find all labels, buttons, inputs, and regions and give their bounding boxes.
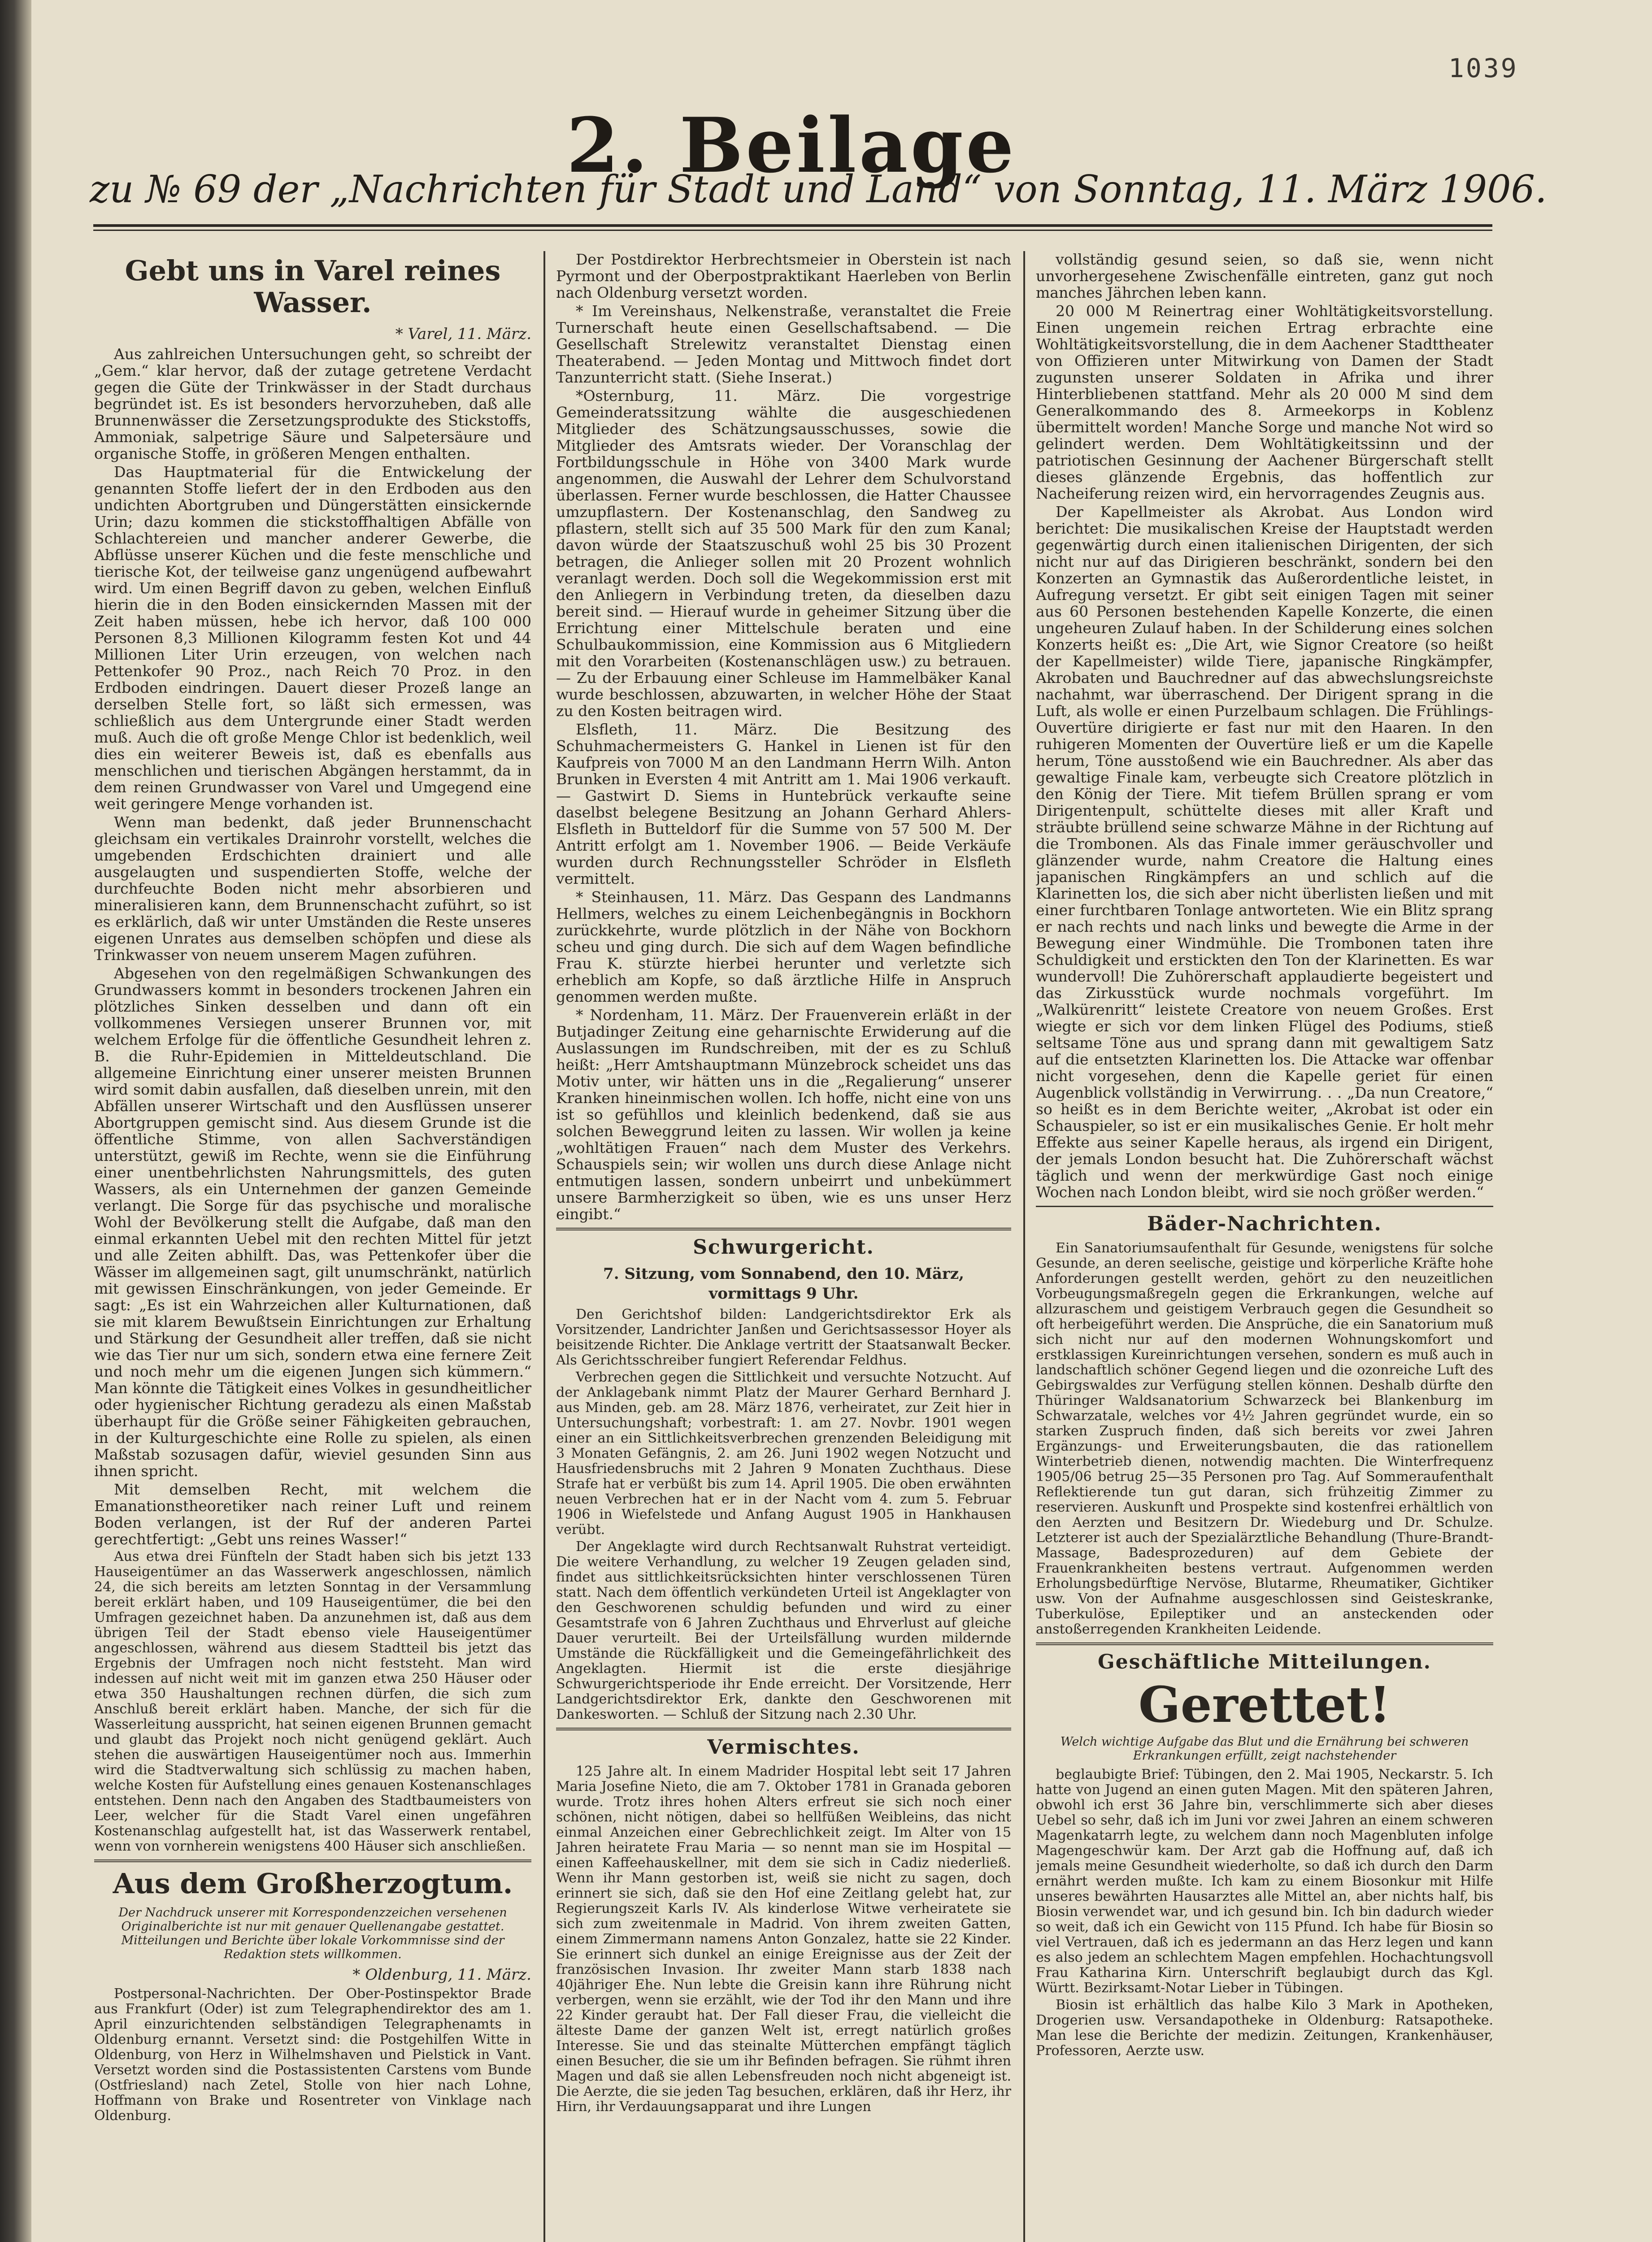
article-paragraph: Mit demselben Recht, mit welchem die Emanationstheoretiker nach reiner Luft und reinem Boden verlangen, ist der Ruf der anderen Partei gerechtfertigt: „Gebt uns reines Wasser!“	[94, 1480, 531, 1548]
article-paragraph: Der Kapellmeister als Akrobat. Aus London wird berichtet: Die musikalischen Kreise der Hauptstadt werden gegenwärtig durch einen italienischen Dirigenten, der sich nicht nur auf das Dirigieren beschränkt, sondern bei den Konzerten an Gymnastik das Außerordentliche leistet, in Aufregung versetzt. Er gibt seit einigen Tagen mit seiner aus 60 Personen bestehenden Kapelle Konzerte, die einen ungeheuren Zulauf haben. In der Schilderung eines solchen Konzerts heißt es: „Die Art, wie Signor Creatore (so heißt der Kapellmeister) wilde Tiere, japanische Ringkämpfer, Akrobaten und Bauchredner auf das abwechslungsreichste nachahmt, war überraschend. Der Dirigent sprang in die Luft, als wolle er einen Purzelbaum schlagen. Die Frühlings-Ouvertüre dirigierte er fast nur mit den Haaren. In den ruhigeren Momenten der Ouvertüre ließ er um die Kapelle herum, Töne ausstoßend wie ein Bauchredner. Als aber das gewaltige Finale kam, verbeugte sich Creatore plötzlich in den König der Tiere. Mit tiefem Brüllen sprang er vom Dirigentenpult, schüttelte dieses mit aller Kraft und sträubte brüllend seine schwarze Mähne in der Richtung auf die Trombonen. Als das Finale immer geräuschvoller und glänzender wurde, nahm Creatore die Haltung eines japanischen Ringkämpfers an und schlich auf die Klarinetten los, die sich aber nicht überlisten ließen und mit einer furchtbaren Tonlage antworteten. Wie ein Blitz sprang er nach rechts und nach links und bewegte die Arme in der Bewegung einer Windmühle. Die Trombonen taten ihre Schuldigkeit und erstickten den Ton der Klarinetten. Es war wundervoll! Die Zuhörerschaft applaudierte begeistert und das Zirkusstück wurde nochmals vorgeführt. Im „Walkürenritt“ leistete Creatore von neuem Großes. Erst wiegte er sich vor dem linken Flügel des Podiums, stieß seltsame Töne aus und sprang dann mit gewaltigem Satz auf die entsetzten Klarinetten los. Die Attacke war offenbar nicht vorgesehen, denn die Kapelle geriet für einen Augenblick vollständig in Verwirrung. . . „Da nun Creatore,“ so heißt es in dem Berichte weiter, „Akrobat ist oder ein Schauspieler, so ist er ein musikalisches Genie. Er holt mehr Effekte aus seiner Kapelle heraus, als irgend ein Dirigent, der jemals London besucht hat. Die Zuhörerschaft wächst täglich und wenn der merkwürdige Gast noch einige Wochen nach London bleibt, wird sie noch größer werden.“	[1036, 503, 1493, 1201]
column-1	[94, 251, 531, 2242]
section-divider	[1036, 1206, 1493, 1207]
article-paragraph: Aus zahlreichen Untersuchungen geht, so schreibt der „Gem.“ klar hervor, daß der zutage getretene Verdacht gegen die Güte der Trinkwässer in der Stadt durchaus begründet ist. Es ist besonders hervorzuheben, daß alle Brunnenwässer die Zersetzungsprodukte des Stickstoffs, Ammoniak, salpetrige Säure und Salpetersäure und organische Stoffe, in größeren Mengen enthalten.	[94, 345, 531, 462]
article-paragraph: vollständig gesund seien, so daß sie, wenn nicht unvorhergesehene Zwischenfälle eintreten, ganz gut noch manches Jährchen leben kann.	[1036, 251, 1493, 301]
article-paragraph: 125 Jahre alt. In einem Madrider Hospital lebt seit 17 Jahren Maria Josefine Nieto, die am 7. Oktober 1781 in Granada geboren wurde. Trotz ihres hohen Alters erfreut sie sich noch einer schönen, nicht nötigen, dabei so hellfüßen Weibleins, das nicht einmal Anzeichen einer Gebrechlichkeit zeigt. Im Alter von 15 Jahren heiratete Frau Maria — so nennt man sie im Hospital — einen Kaffeehauskellner, mit dem sie sich in Cadiz niederließ. Wenn ihr Mann gestorben ist, weiß sie nicht zu sagen, doch erinnert sie sich, daß sie den Hof eine Zeitlang gelebt hat, zur Regierungszeit Karls IV. Als kinderlose Witwe verheiratete sie sich zum zweitenmale in Madrid. Von ihrem zweiten Gatten, einem Zimmermann namens Anton Gonzalez, hatte sie 22 Kinder. Sie erinnert sich dunkel an einige Ereignisse aus der Zeit der französischen Invasion. Ihr zweiter Mann starb 1838 nach 40jähriger Ehe. Nun lebte die Greisin kann ihre Rührung nicht verbergen, wenn sie erzählt, wie der Tod ihr den Mann und ihre 22 Kinder geraubt hat. Der Fall dieser Frau, die vielleicht die älteste Dame der ganzen Welt ist, erregt natürlich großes Interesse. Sie und das steinalte Mütterchen empfängt täglich einen Besucher, die sie um ihr Befinden befragen. Sie rühmt ihren Magen und daß sie allen Lebensfreuden noch nicht abgeneigt ist. Die Aerzte, die sie jeden Tag besuchen, erklären, daß ihr Herz, ihr Hirn, ihr Verdauungsapparat und ihre Lungen	[556, 1763, 1011, 2115]
article-paragraph: * Nordenham, 11. März. Der Frauenverein erläßt in der Butjadinger Zeitung eine geharnischte Erwiderung auf die Auslassungen im Rundschreiben, mit der es zu Schluß heißt: „Herr Amtshauptmann Münzebrock scheidet uns das Motiv unter, wir hätten uns in die „Regalierung“ unserer Kranken hineinmischen wollen. Ich hoffe, nicht eine von uns ist so gefühllos und kleinlich bedenkend, daß sie aus solchen Beweggrund leiten zu lassen. Wir wollen ja keine „wohltätigen Frauen“ nach dem Muster des Verkehrs. Schauspiels sein; wir wollen uns durch diese Anlage nicht entmutigen lassen, sondern unbeirrt und unbekümmert unsere Barmherzigkeit so üben, wie es uns unser Herz eingibt.“	[556, 1006, 1011, 1223]
column-divider-1	[543, 251, 545, 2242]
section-heading: Schwurgericht.	[693, 1236, 874, 1259]
advert-paragraph: Biosin ist erhältlich das halbe Kilo 3 Mark in Apotheken, Drogerien usw. Versandapotheke in Oldenburg: Ratsapotheke. Man lese die Berichte der medizin. Zeitungen, Krankenhäuser, Professoren, Aerzte usw.	[1036, 1997, 1493, 2059]
section-heading: Vermischtes.	[707, 1736, 860, 1759]
section-divider	[556, 1728, 1011, 1730]
article-paragraph: Elsfleth, 11. März. Die Besitzung des Schuhmachermeisters G. Hankel in Lienen ist für den Kaufpreis von 7000 M an den Landmann Herrn Wilh. Anton Brunken in Eversten 4 mit Antritt am 1. Mai 1906 verkauft. — Gastwirt D. Siems in Huntebrück verkaufte seine daselbst belegene Besitzung an Johann Gerhard Ahlers-Elsfleth in Butteldorf für die Summe von 57 500 M. Der Antritt erfolgt am 1. November 1906. — Beide Verkäufe wurden durch Rechnungssteller Schröder in Elsfleth vermittelt.	[556, 721, 1011, 887]
article-paragraph: Der Angeklagte wird durch Rechtsanwalt Ruhstrat verteidigt. Die weitere Verhandlung, zu welcher 19 Zeugen geladen sind, findet aus sittlichkeitsrücksichten hinter verschlossenen Türen statt. Nach dem öffentlich verkündeten Urteil ist Angeklagter von den Geschworenen schuldig befunden und wird zu einer Gesamtstrafe von 6 Jahren Zuchthaus und Ehrverlust auf gleiche Dauer verurteilt. Bei der Urteilsfällung wurden mildernde Umstände die Rückfälligkeit und die Gemeingefährlichkeit des Angeklagten. Hiermit ist die erste diesjährige Schwurgerichtsperiode ihr Ende erreicht. Der Vorsitzende, Herr Landgerichtsdirektor Erk, dankte den Geschworenen mit Dankesworten. — Schluß der Sitzung nach 2.30 Uhr.	[556, 1539, 1011, 1723]
advert-paragraph: beglaubigte Brief: Tübingen, den 2. Mai 1905, Neckarstr. 5. Ich hatte von Jugend an einen guten Magen. Mit den späteren Jahren, obwohl ich erst 36 Jahre bin, verschlimmerte sich aber dieses Uebel so sehr, daß ich im Juni vor zwei Jahren an einem schweren Magenkatarrh legte, zu welchem dann noch Magenbluten infolge Magengeschwür kam. Der Arzt gab die Hoffnung auf, daß ich jemals meine Gesundheit wiederholte, so daß ich durch den Darm ernährt werden mußte. Ich kam zu einem Biosonkur mit Hilfe unseres bewährten Hausarztes alle Mittel an, aber nichts half, bis Biosin verwendet war, und ich gesund bin. Ich bin dadurch wieder so weit, daß ich ein Gewicht von 115 Pfund. Ich habe für Biosin so viel Vertrauen, daß ich es jedermann an das Herz legen und kann es also jedem an schlechtem Magen empfehlen. Hochachtungsvoll Frau Katharina Kirn. Unterschrift beglaubigt durch das Kgl. Württ. Bezirksamt-Notar Lieber in Tübingen.	[1036, 1767, 1493, 1996]
column-divider-2	[1023, 251, 1025, 2242]
dateline: * Oldenburg, 11. März.	[352, 1965, 531, 1984]
header-rule-thin	[93, 230, 1492, 231]
article-paragraph: Wenn man bedenkt, daß jeder Brunnenschacht gleichsam ein vertikales Drainrohr vorstellt, welches die umgebenden Erdschichten drainiert und alle ausgelaugten und suspendierten Stoffe, welche der durchfeuchte Boden nicht mehr absorbieren und mineralisieren kann, dem Brunnenschacht zuführt, so ist es erklärlich, daß wir unter Umständen die Reste unseres eigenen Unrates aus demselben schöpfen und diese als Trinkwasser von neuem unserem Magen zuführen.	[94, 813, 531, 964]
dateline: * Varel, 11. März.	[395, 325, 531, 343]
article-paragraph: 20 000 M Reinertrag einer Wohltätigkeitsvorstellung. Einen ungemein reichen Ertrag erbrachte eine Wohltätigkeitsvorstellung, die in dem Aachener Stadttheater von Offizieren unter Mitwirkung von Damen der Stadt zugunsten unserer Soldaten in Afrika und ihrer Hinterbliebenen stattfand. Mehr als 20 000 M sind dem Generalkommando des 8. Armeekorps in Koblenz übermittelt worden! Manche Sorge und manche Not wird so gelindert werden. Dem Wohltätigkeitssinn und der patriotischen Gesinnung der Aachener Bürgerschaft stellt dieses glänzende Ergebnis, das hoffentlich zur Nacheiferung reizen wird, ein hervorragendes Zeugnis aus.	[1036, 302, 1493, 502]
article-headline: Gebt uns in Varel reines Wasser.	[125, 254, 501, 319]
advert-intro: Welch wichtige Aufgabe das Blut und die Ernährung bei schweren Erkrankungen erfüllt, zeigt nachstehender	[1060, 1735, 1469, 1763]
section-divider	[94, 1860, 531, 1862]
article-paragraph: * Steinhausen, 11. März. Das Gespann des Landmanns Hellmers, welches zu einem Leichenbegängnis in Bockhorn zurückkehrte, wurde plötzlich in der Nähe von Bockhorn scheu und ging durch. Die sich auf dem Wagen befindliche Frau K. stürzte hierbei herunter und verletzte sich erheblich am Kopfe, so daß ärztliche Hilfe in Anspruch genommen werden mußte.	[556, 888, 1011, 1005]
header-rule	[93, 224, 1492, 227]
article-paragraph: Ein Sanatoriumsaufenthalt für Gesunde, wenigstens für solche Gesunde, an deren seelische, geistige und körperliche Kräfte hohe Anforderungen gestellt werden, gehört zu den neuzeitlichen Vorbeugungsmaßregeln gegen die Erkrankungen, welche auf allzuraschem und geistigem Verbrauch gegen die Gesundheit so oft herbeigeführt werden. Die Ansprüche, die ein Sanatorium muß sich nicht nur auf den modernen Wohnungskomfort und erstklassigen Kureinrichtungen versehen, sondern es muß auch in landschaftlich schöner Gegend liegen und die ozonreiche Luft des Gebirgswaldes zur Verfügung stellen können. Deshalb dürfte den Thüringer Waldsanatorium Schwarzeck bei Blankenburg im Schwarzatale, welches vor 4½ Jahren gegründet wurde, ein so starken Zuspruch finden, daß sich bereits vor zwei Jahren Ergänzungs- und Erweiterungsbauten, die das rationellem Winterbetrieb dienen, notwendig machten. Die Winterfrequenz 1905/06 betrug 25—35 Personen pro Tag. Auf Sommeraufenthalt Reflektierende tun gut daran, sich frühzeitig Zimmer zu reservieren. Auskunft und Prospekte sind kostenfrei erhältlich von den Aerzten und Besitzern Dr. Wiedeburg und Dr. Schulze. Letzterer ist auch der Spezialärztliche Behandlung (Thure-Brandt-Massage, Badesprozeduren) auf dem Gebiete der Frauenkrankheiten bestens vertraut. Aufgenommen werden Erholungsbedürftige Nervöse, Blutarme, Rheumatiker, Gichtiker usw. Von der Aufnahme ausgeschlossen sind Geisteskranke, Tuberkulöse, Epileptiker und an ansteckenden oder anstoßerregenden Krankheiten Leidende.	[1036, 1240, 1493, 1637]
column-2	[556, 251, 1011, 2242]
reprint-note: Der Nachdruck unserer mit Korrespondenzzeichen versehenen Originalberichte ist nur mit genauer Quellenangabe gestattet. Mitteilungen und Berichte über lokale Vorkommnisse sind der Redaktion stets willkommen.	[118, 1905, 507, 1961]
advert-headline: Gerettet!	[1138, 1675, 1391, 1734]
scanner-margin	[0, 0, 31, 2242]
section-heading: Geschäftliche Mitteilungen.	[1098, 1650, 1431, 1673]
article-paragraph: Den Gerichtshof bilden: Landgerichtsdirektor Erk als Vorsitzender, Landrichter Janßen und Gerichtsassessor Hoyer als beisitzende Richter. Die Anklage vertritt der Staatsanwalt Becker. Als Gerichtsschreiber fungiert Referendar Feldhus.	[556, 1307, 1011, 1369]
article-paragraph: Das Hauptmaterial für die Entwickelung der genannten Stoffe liefert der in den Erdboden aus den undichten Abortgruben und Düngerstätten einsickernde Urin; dazu kommen die stickstoffhaltigen Abfälle von Schlachtereien und mancher anderer Gewerbe, die Abflüsse unserer Küchen und die feste menschliche und tierische Kot, der teilweise ganz ungenügend aufbewahrt wird. Um einen Begriff davon zu geben, welchen Einfluß hierin die in den Boden einsickernden Massen mit der Zeit haben müssen, hebe ich hervor, daß 100 000 Personen 8,3 Millionen Kilogramm festen Kot und 44 Millionen Liter Urin erzeugen, von welchen nach Pettenkofer 90 Proz., nach Reich 70 Proz. in den Erdboden eindringen. Dauert dieser Prozeß lange an derselben Stelle fort, so läßt sich ermessen, was schließlich aus dem Untergrunde einer Stadt werden muß. Auch die oft große Menge Chlor ist bedenklich, weil dies ein weiterer Beweis ist, daß es ebenfalls aus menschlichen und tierischen Abgängen herstammt, da in dem reinen Grundwasser von Varel und Umgegend eine weit geringere Menge vorhanden ist.	[94, 463, 531, 813]
article-paragraph: Verbrechen gegen die Sittlichkeit und versuchte Notzucht. Auf der Anklagebank nimmt Platz der Maurer Gerhard Bernhard J. aus Minden, geb. am 28. März 1876, verheiratet, zur Zeit hier in Untersuchungshaft; vorbestraft: 1. am 27. Novbr. 1901 wegen einer an ein Sittlichkeitsverbrechen grenzenden Beleidigung mit 3 Monaten Gefängnis, 2. am 26. Juni 1902 wegen Notzucht und Hausfriedensbruchs mit 2 Jahren 9 Monaten Zuchthaus. Diese Strafe hat er verbüßt bis zum 14. April 1905. Die oben erwähnten neuen Verbrechen hat er in der Nacht vom 4. zum 5. Februar 1906 in Wiefelstede und Anfang August 1905 in Hankhausen verübt.	[556, 1369, 1011, 1538]
article-paragraph: Aus etwa drei Fünfteln der Stadt haben sich bis jetzt 133 Hauseigentümer an das Wasserwerk angeschlossen, nämlich 24, die sich bereits am letzten Sonntag in der Versammlung bereit erklärt haben, und 109 Hauseigentümer, die bei den Umfragen gezeichnet haben. Da anzunehmen ist, daß aus dem übrigen Teil der Stadt ebenso viele Hauseigentümer angeschlossen, während aus diesem Stadtteil bis jetzt das Ergebnis der Umfragen noch nicht feststeht. Man wird indessen auf nicht weit mit im ganzen etwa 250 Häuser oder etwa 350 Haushaltungen rechnen dürfen, die sich zum Anschluß bereit erklärt haben. Manche, der sich für die Wasserleitung ausspricht, hat seinen eigenen Brunnen gemacht und glaubt das Projekt noch nicht genügend geklärt. Auch stehen die auswärtigen Hauseigentümer noch aus. Immerhin wird die Stadtverwaltung sich schlüssig zu machen haben, welche Kosten für Aufstellung eines genauen Kostenanschlages entstehen. Denn nach den Angaben des Stadtbaumeisters von Leer, welcher für die Stadt Varel einen ungefähren Kostenanschlag aufgestellt hat, ist das Wasserwerk rentabel, wenn von vornherein wenigstens 400 Häuser sich anschließen.	[94, 1548, 531, 1854]
article-paragraph: Der Postdirektor Herbrechtsmeier in Oberstein ist nach Pyrmont und der Oberpostpraktikant Haerleben von Berlin nach Oldenburg versetzt worden.	[556, 251, 1011, 301]
section-divider	[556, 1228, 1011, 1230]
article-paragraph: *Osternburg, 11. März. Die vorgestrige Gemeinderatssitzung wählte die ausgeschiedenen Mitglieder des Schätzungsausschusses, sowie die Mitglieder des Amtsrats wieder. Der Voranschlag der Fortbildungsschule in Höhe von 3400 Mark wurde angenommen, die Auswahl der Lehrer dem Schulvorstand überlassen. Ferner wurde beschlossen, die Hatter Chaussee umzupflastern. Der Kostenanschlag, den Sandweg zu pflastern, stellt sich auf 35 500 Mark für den zum Kanal; davon würde der Staatszuschuß wohl 25 bis 30 Prozent betragen, die Anlieger sollen mit 20 Prozent wohnlich veranlagt werden. Doch soll die Wegekommission erst mit den Anliegern in Verbindung treten, da dieselben dazu bereit sind. — Hierauf wurde in geheimer Sitzung über die Errichtung einer Mittelschule beraten und eine Schulbaukommission, eine Kommission aus 6 Mitgliedern mit den Vorarbeiten (Kostenanschlägen usw.) zu betrauen. — Zu der Erbauung einer Schleuse im Hammelbäker Kanal wurde beschlossen, abzuwarten, in welcher Höhe der Staat zu den Kosten beitragen wird.	[556, 387, 1011, 720]
column-3	[1036, 251, 1493, 2242]
article-paragraph: Postpersonal-Nachrichten. Der Ober-Postinspektor Brade aus Frankfurt (Oder) ist zum Telegraphendirektor des am 1. April einzurichtenden selbständigen Telegraphenamts in Oldenburg ernannt. Versetzt sind: die Postgehilfen Witte in Oldenburg, von Herz in Wilhelmshaven und Pielstick in Vant. Versetzt worden sind die Postassistenten Carstens vom Bunde (Ostfriesland) nach Zetel, Stolle von hier nach Lohne, Hoffmann von Brake und Rosentreter von Vinklage nach Oldenburg.	[94, 1986, 531, 2124]
session-heading: 7. Sitzung, vom Sonnabend, den 10. März, vormittags 9 Uhr.	[603, 1264, 964, 1303]
page-number: 1039	[1448, 53, 1518, 83]
article-paragraph: * Im Vereinshaus, Nelkenstraße, veranstaltet die Freie Turnerschaft heute einen Gesellschaftsabend. — Die Gesellschaft Strelewitz veranstaltet Dienstag einen Theaterabend. — Jeden Montag und Mittwoch findet dort Tanzunterricht statt. (Siehe Inserat.)	[556, 302, 1011, 386]
article-paragraph: Abgesehen von den regelmäßigen Schwankungen des Grundwassers kommt in besonders trockenen Jahren ein plötzliches Sinken desselben und dann oft ein vollkommenes Versiegen unserer Brunnen vor, mit welchem Erfolge für die öffentliche Gesundheit lehren z. B. die Ruhr-Epidemien in Mitteldeutschland. Die allgemeine Einrichtung einer unserer meisten Brunnen wird somit dabin ausfallen, daß dieselben unrein, mit den Abfällen unserer Wirtschaft und den Ausflüssen unserer Abortgruppen gemischt sind. Aus diesem Grunde ist die öffentliche Stimme, von allen Sachverständigen unterstützt, gewiß im Rechte, wenn sie die Einführung einer unentbehrlichsten Nahrungsmittels, des guten Wassers, als ein Unternehmen der ganzen Gemeinde verlangt. Die Sorge für das psychische und moralische Wohl der Bevölkerung stellt die Aufgabe, daß man den einmal erkannten Uebel mit den rechten Mittel für jetzt und alle Zeiten abhilft. Das, was Pettenkofer über die Wässer im allgemeinen sagt, gilt unumschränkt, natürlich mit gewissen Einschränkungen, von jeder Gemeinde. Er sagt: „Es ist ein Wahrzeichen aller Kulturnationen, daß sie mit klarem Bewußtsein Einrichtungen zur Erhaltung und Stärkung der Gesundheit aller treffen, daß sie nicht wie das Tier nur um sich, sondern etwa eine fernere Zeit und noch mehr um die eigenen Jungen sich kümmern.“ Man könnte die Tätigkeit eines Volkes in gesundheitlicher oder hygienischer Richtung geradezu als einen Maßstab überhaupt für die Größe seiner Fähigkeiten gebrauchen, in der Kulturgeschichte eine Rolle zu spielen, als einen Maßstab sozusagen dafür, wieviel gesunden Sinn aus ihnen spricht.	[94, 964, 531, 1480]
section-heading: Aus dem Großherzogtum.	[113, 1867, 513, 1900]
section-heading: Bäder-Nachrichten.	[1147, 1212, 1382, 1235]
section-divider	[1036, 1642, 1493, 1645]
issue-subheading: zu № 69 der „Nachrichten für Stadt und Land“ von Sonntag, 11. März 1906.	[90, 167, 1547, 211]
masthead: 2. Beilage	[566, 101, 1017, 190]
